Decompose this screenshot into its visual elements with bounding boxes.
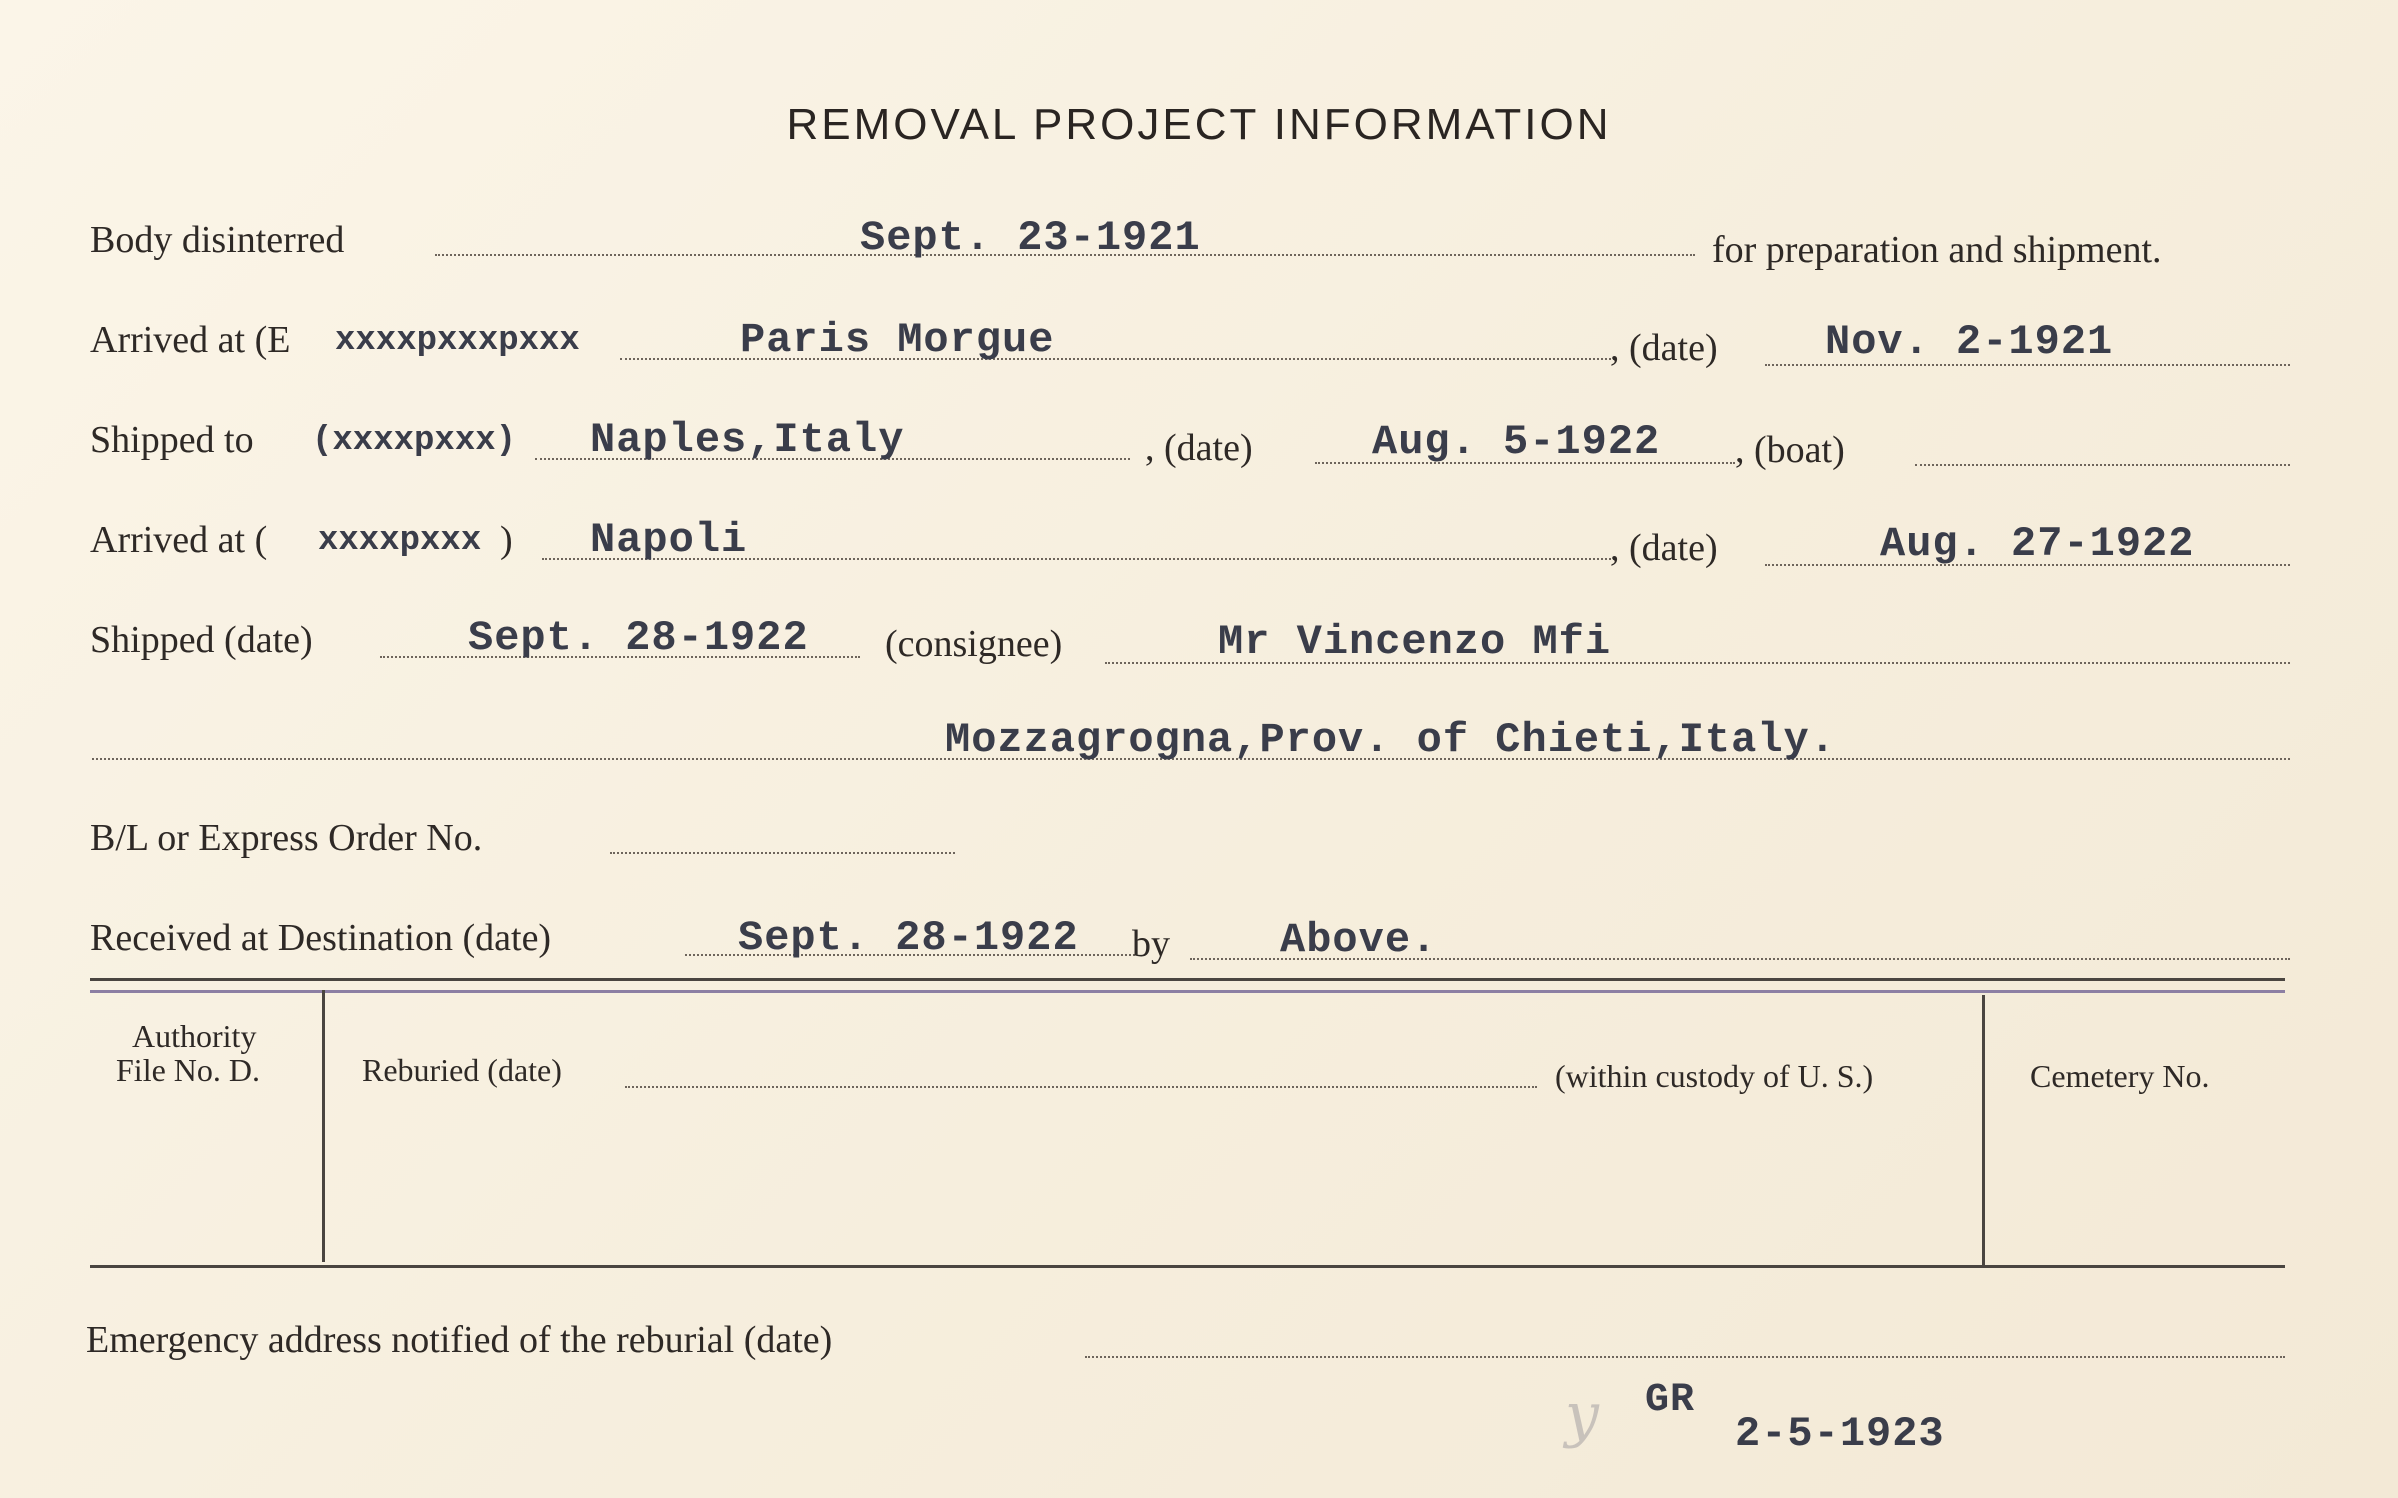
arrived-at-2-value: Napoli bbox=[590, 516, 748, 564]
body-disinterred-label: Body disinterred bbox=[90, 219, 345, 261]
consignee-address: Mozzagrogna,Prov. of Chieti,Italy. bbox=[945, 716, 1836, 764]
emergency-label: Emergency address notified of the reburial (date) bbox=[86, 1319, 833, 1361]
footer-initials: GR bbox=[1645, 1378, 1696, 1423]
consignee-label: (consignee) bbox=[885, 623, 1063, 665]
arrived-at-2-struck: xxxxpxxx bbox=[318, 522, 482, 560]
pencil-mark: y bbox=[1565, 1380, 1599, 1450]
footer-date: 2-5-1923 bbox=[1735, 1410, 1945, 1458]
divider-rule-bottom bbox=[90, 1265, 2285, 1268]
arrived-at-struck: xxxxpxxxpxxx bbox=[335, 322, 580, 360]
arrived-at-2-label-end: ) bbox=[500, 519, 513, 561]
shipped-to-boat-line bbox=[1915, 464, 2290, 466]
emergency-line bbox=[1085, 1356, 2285, 1358]
divider-rule-top bbox=[90, 978, 2285, 981]
received-by-label: by bbox=[1132, 923, 1170, 965]
shipped-to-struck: (xxxxpxxx) bbox=[312, 422, 517, 460]
arrived-at-2-date: Aug. 27-1922 bbox=[1880, 520, 2195, 568]
reburied-line bbox=[625, 1086, 1537, 1088]
received-label: Received at Destination (date) bbox=[90, 917, 552, 959]
shipped-date-value: Sept. 28-1922 bbox=[468, 614, 809, 662]
reburied-label: Reburied (date) bbox=[362, 1052, 562, 1088]
consignee-value: Mr Vincenzo Mfi bbox=[1218, 618, 1612, 666]
box-divider-right bbox=[1982, 995, 1985, 1267]
arrived-at-date: Nov. 2-1921 bbox=[1825, 318, 2114, 366]
bl-order-line bbox=[610, 852, 955, 854]
card-title: REMOVAL PROJECT INFORMATION bbox=[786, 100, 1612, 149]
body-disinterred-suffix: for preparation and shipment. bbox=[1712, 229, 2162, 271]
arrived-at-label: Arrived at (E bbox=[90, 319, 291, 361]
bl-order-label: B/L or Express Order No. bbox=[90, 817, 483, 859]
authority-label-2: File No. D. bbox=[116, 1052, 260, 1088]
box-divider-left bbox=[322, 990, 325, 1262]
shipped-to-date-label: , (date) bbox=[1145, 427, 1253, 469]
divider-rule-purple bbox=[90, 990, 2285, 993]
arrived-at-value: Paris Morgue bbox=[740, 316, 1055, 364]
shipped-to-date: Aug. 5-1922 bbox=[1372, 418, 1661, 466]
authority-label-1: Authority bbox=[132, 1018, 257, 1054]
shipped-to-label: Shipped to bbox=[90, 419, 254, 461]
body-disinterred-value: Sept. 23-1921 bbox=[860, 214, 1201, 262]
received-date: Sept. 28-1922 bbox=[738, 914, 1079, 962]
arrived-at-2-date-label: , (date) bbox=[1610, 527, 1718, 569]
arrived-at-date-label: , (date) bbox=[1610, 327, 1718, 369]
arrived-at-2-label: Arrived at ( bbox=[90, 519, 268, 561]
custody-label: (within custody of U. S.) bbox=[1555, 1058, 1874, 1094]
shipped-to-boat-label: , (boat) bbox=[1735, 429, 1845, 471]
received-by-value: Above. bbox=[1280, 916, 1438, 964]
shipped-date-label: Shipped (date) bbox=[90, 619, 313, 661]
shipped-to-value: Naples,Italy bbox=[590, 416, 905, 464]
cemetery-no-label: Cemetery No. bbox=[2030, 1058, 2210, 1094]
